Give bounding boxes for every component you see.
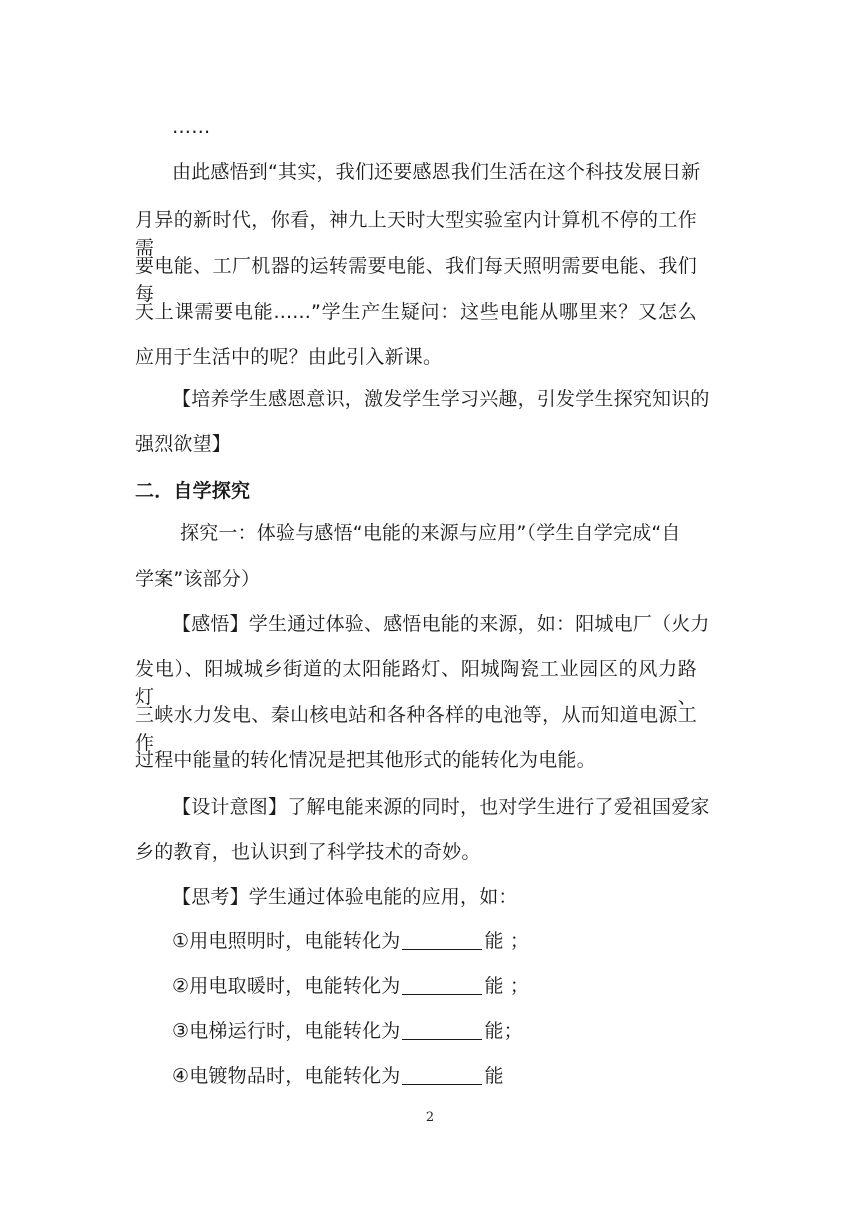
page-number: 2	[425, 1110, 435, 1125]
item-suffix: 能 ；	[484, 975, 530, 997]
item-suffix: 能	[484, 1065, 504, 1087]
paragraph-2-line-1: 【培养学生感恩意识，激发学生学习兴趣，引发学生探究知识的	[172, 388, 710, 410]
item-prefix: ②用电取暖时，电能转化为	[172, 975, 401, 997]
paragraph-1-line-5: 应用于生活中的呢？由此引入新课。	[135, 346, 443, 368]
fill-in-item-2	[172, 972, 529, 1000]
paragraph-5-line-2: 乡的教育，也认识到了科学技术的奇妙。	[135, 841, 481, 863]
answer-blank[interactable]	[402, 931, 482, 950]
item-prefix: ③电梯运行时，电能转化为	[172, 1020, 401, 1042]
answer-blank[interactable]	[402, 1021, 482, 1040]
paragraph-1-line-1: 由此感悟到“其实，我们还要感恩我们生活在这个科技发展日新	[172, 161, 701, 183]
paragraph-2-line-2: 强烈欲望】	[135, 433, 232, 455]
paragraph-1-line-3: 要电能、工厂机器的运转需要电能、我们每天照明需要电能、我们每	[135, 255, 697, 305]
item-prefix: ④电镀物品时，电能转化为	[172, 1065, 401, 1087]
fill-in-item-4	[172, 1062, 504, 1090]
paragraph-3-line-1: 探究一：体验与感悟“电能的来源与应用”（学生自学完成“自	[180, 522, 681, 544]
item-suffix: 能 ；	[484, 930, 530, 952]
paragraph-4-line-2: 发电）、阳城城乡街道的太阳能路灯、阳城陶瓷工业园区的风力路灯、	[135, 658, 697, 708]
item-suffix: 能；	[484, 1020, 523, 1042]
section-heading: 二．自学探究	[135, 480, 251, 502]
paragraph-3-line-2: 学案”该部分）	[135, 568, 261, 590]
paragraph-6-line-1: 【思考】学生通过体验电能的应用，如：	[172, 886, 518, 908]
paragraph-5-line-1: 【设计意图】了解电能来源的同时，也对学生进行了爱祖国爱家	[172, 796, 710, 818]
item-prefix: ①用电照明时，电能转化为	[172, 930, 401, 952]
paragraph-4-line-3: 三峡水力发电、秦山核电站和各种各样的电池等，从而知道电源工作	[135, 704, 697, 754]
paragraph-1-line-4: 天上课需要电能......”学生产生疑问：这些电能从哪里来？又怎么	[135, 301, 697, 323]
answer-blank[interactable]	[402, 976, 482, 995]
answer-blank[interactable]	[402, 1066, 482, 1085]
fill-in-item-3	[172, 1017, 523, 1045]
paragraph-1-line-2: 月异的新时代，你看，神九上天时大型实验室内计算机不停的工作需	[135, 209, 697, 259]
ellipsis-line: ……	[172, 116, 211, 138]
paragraph-4-line-1: 【感悟】学生通过体验、感悟电能的来源，如：阳城电厂（火力	[172, 613, 710, 635]
fill-in-item-1	[172, 927, 529, 955]
paragraph-4-line-4: 过程中能量的转化情况是把其他形式的能转化为电能。	[135, 749, 596, 771]
